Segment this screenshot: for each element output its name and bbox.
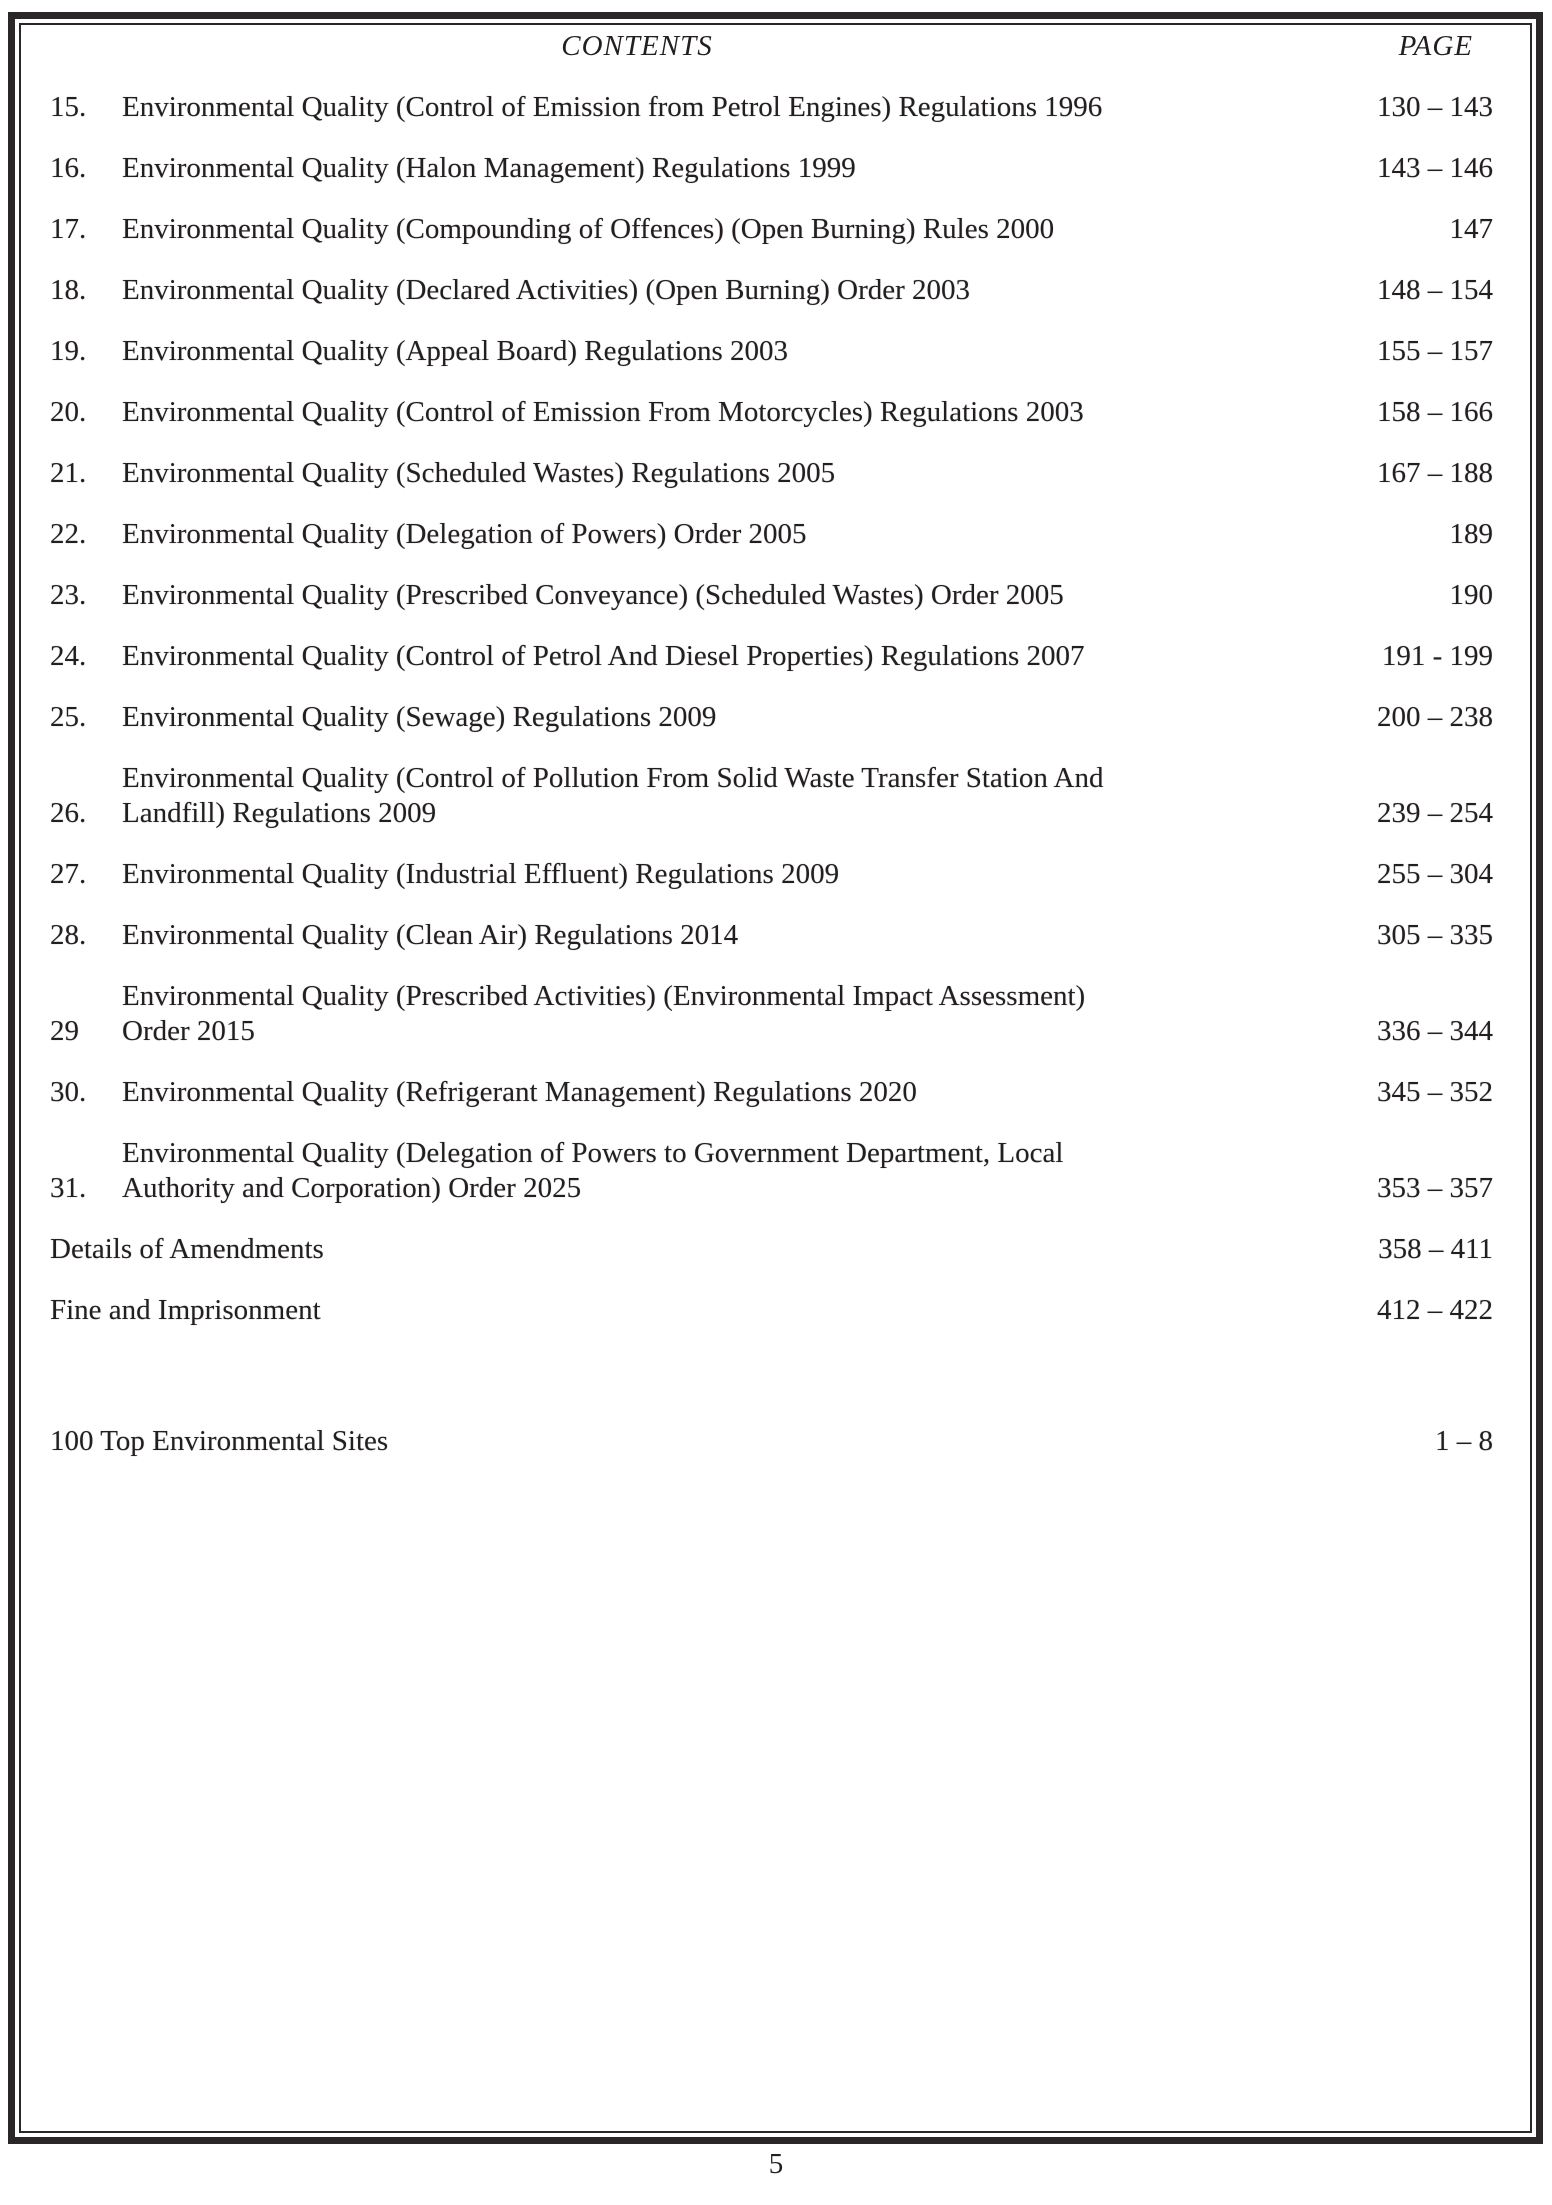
entry-title: [122, 273, 1343, 308]
entry-title: [50, 1424, 1343, 1459]
toc-entry-row: [50, 517, 1493, 552]
entry-title-line: Order 2015: [122, 1015, 255, 1047]
entry-pages: 1 – 8: [1435, 1425, 1493, 1457]
entry-pages: 143 – 146: [1377, 152, 1493, 184]
toc-entry-row: [50, 1075, 1493, 1110]
entry-pages: 255 – 304: [1377, 858, 1493, 890]
entry-pages: 191 - 199: [1381, 640, 1493, 672]
entry-title: [122, 151, 1343, 186]
entry-title-line: 100 Top Environmental Sites: [50, 1425, 389, 1457]
entry-pages: 148 – 154: [1377, 274, 1493, 306]
toc-entry-row: [50, 456, 1493, 491]
entry-pages: 147: [1449, 213, 1493, 245]
entry-title-line: Authority and Corporation) Order 2025: [122, 1172, 582, 1204]
entry-pages: 239 – 254: [1377, 797, 1493, 829]
entry-title: [122, 212, 1343, 247]
entry-pages: 200 – 238: [1377, 701, 1493, 733]
entry-pages: 305 – 335: [1377, 919, 1493, 951]
entry-title-line: Environmental Quality (Control of Petrol And Diesel Properties) Regulations 2007: [122, 640, 1085, 672]
entry-title-line: Environmental Quality (Declared Activities) (Open Burning) Order 2003: [122, 274, 971, 306]
entry-title-line: Landfill) Regulations 2009: [122, 797, 437, 829]
entry-title-line: Environmental Quality (Scheduled Wastes) Regulations 2005: [122, 457, 836, 489]
entry-pages: 336 – 344: [1377, 1015, 1493, 1047]
toc-entry-row: [50, 1136, 1493, 1206]
toc-entry-row: [50, 273, 1493, 308]
entry-number: 20.: [50, 396, 87, 428]
entry-number: 25.: [50, 701, 87, 733]
entry-title-line: Environmental Quality (Sewage) Regulations 2009: [122, 701, 717, 733]
header-spacer: [50, 29, 122, 64]
toc-extra-row-fine-and-imprisonment: [50, 1293, 1493, 1328]
entry-number: 23.: [50, 579, 87, 611]
entry-title-line: Details of Amendments: [50, 1233, 324, 1265]
entry-title-line: Environmental Quality (Appeal Board) Regulations 2003: [122, 335, 789, 367]
entry-number: 30.: [50, 1076, 87, 1108]
toc-entry-row: [50, 334, 1493, 369]
entry-pages: 358 – 411: [1378, 1233, 1493, 1265]
entry-title: [122, 90, 1343, 125]
toc-entry-row: [50, 212, 1493, 247]
entry-title-line: Environmental Quality (Refrigerant Management) Regulations 2020: [122, 1076, 917, 1108]
toc-extra-row-details-of-amendments: [50, 1232, 1493, 1267]
toc-entry-row: [50, 979, 1493, 1049]
toc-entry-row: [50, 761, 1493, 831]
entry-number: 28.: [50, 919, 87, 951]
entry-pages: 412 – 422: [1377, 1294, 1493, 1326]
entry-number: 16.: [50, 152, 87, 184]
entry-number: 18.: [50, 274, 87, 306]
entry-number: 22.: [50, 518, 87, 550]
toc-entry-row: [50, 578, 1493, 613]
entry-title-line: Environmental Quality (Halon Management) Regulations 1999: [122, 152, 856, 184]
toc-entry-row: [50, 90, 1493, 125]
entry-pages: 189: [1449, 518, 1493, 550]
toc-header: [50, 29, 1493, 64]
entry-title: [122, 1136, 1343, 1206]
entry-title: [122, 578, 1343, 613]
entry-title-line: Environmental Quality (Compounding of Offences) (Open Burning) Rules 2000: [122, 213, 1055, 245]
entry-pages: 155 – 157: [1377, 335, 1493, 367]
entry-pages: 190: [1449, 579, 1493, 611]
entry-title-line: Environmental Quality (Delegation of Powers to Government Department, Local: [122, 1137, 1064, 1169]
entry-number: 21.: [50, 457, 87, 489]
contents-title: CONTENTS: [561, 30, 713, 62]
entry-title-line: Environmental Quality (Clean Air) Regulations 2014: [122, 919, 739, 951]
entry-number: 26.: [50, 797, 87, 829]
entry-title: [50, 1232, 1343, 1267]
entry-pages: 353 – 357: [1377, 1172, 1493, 1204]
entry-number: 31.: [50, 1172, 87, 1204]
entry-title-line: Environmental Quality (Industrial Effluent) Regulations 2009: [122, 858, 840, 890]
entry-title: [122, 334, 1343, 369]
entry-number: 19.: [50, 335, 87, 367]
page-column-label: PAGE: [1398, 30, 1473, 62]
entry-pages: 158 – 166: [1377, 396, 1493, 428]
toc-entry-row: [50, 151, 1493, 186]
entry-title-line: Environmental Quality (Control of Pollution From Solid Waste Transfer Station And: [122, 762, 1104, 794]
entry-pages: 167 – 188: [1377, 457, 1493, 489]
entry-title: [122, 761, 1343, 831]
entry-title-line: Environmental Quality (Prescribed Activities) (Environmental Impact Assessment): [122, 980, 1086, 1012]
entry-title: [122, 700, 1343, 735]
page-border-frame: [8, 12, 1543, 2144]
entry-title-line: Fine and Imprisonment: [50, 1294, 321, 1326]
entry-title: [122, 395, 1343, 430]
entry-pages: 345 – 352: [1377, 1076, 1493, 1108]
toc-entry-row: [50, 639, 1493, 674]
contents-page: [19, 23, 1532, 2133]
toc-entry-row: [50, 395, 1493, 430]
entry-title: [122, 1075, 1343, 1110]
entry-title-line: Environmental Quality (Control of Emission From Motorcycles) Regulations 2003: [122, 396, 1084, 428]
entry-title: [122, 517, 1343, 552]
toc-extra-row-100-top-environmental-sites: [50, 1424, 1493, 1459]
toc-entry-row: [50, 918, 1493, 953]
entry-title: [122, 456, 1343, 491]
toc-entry-row: [50, 857, 1493, 892]
entry-title: [122, 918, 1343, 953]
entry-title-line: Environmental Quality (Prescribed Conveyance) (Scheduled Wastes) Order 2005: [122, 579, 1064, 611]
entry-number: 17.: [50, 213, 87, 245]
entry-title-line: Environmental Quality (Delegation of Powers) Order 2005: [122, 518, 807, 550]
entry-pages: 130 – 143: [1377, 91, 1493, 123]
entry-title-line: Environmental Quality (Control of Emission from Petrol Engines) Regulations 1996: [122, 91, 1103, 123]
entry-number: 24.: [50, 640, 87, 672]
entry-title: [50, 1293, 1343, 1328]
entry-title: [122, 979, 1343, 1049]
entry-title: [122, 639, 1343, 674]
entry-number: 15.: [50, 91, 87, 123]
footer-page-number: 5: [768, 2148, 784, 2180]
entry-title: [122, 857, 1343, 892]
toc-entry-row: [50, 700, 1493, 735]
entry-number: 29: [50, 1015, 79, 1047]
entry-number: 27.: [50, 858, 87, 890]
